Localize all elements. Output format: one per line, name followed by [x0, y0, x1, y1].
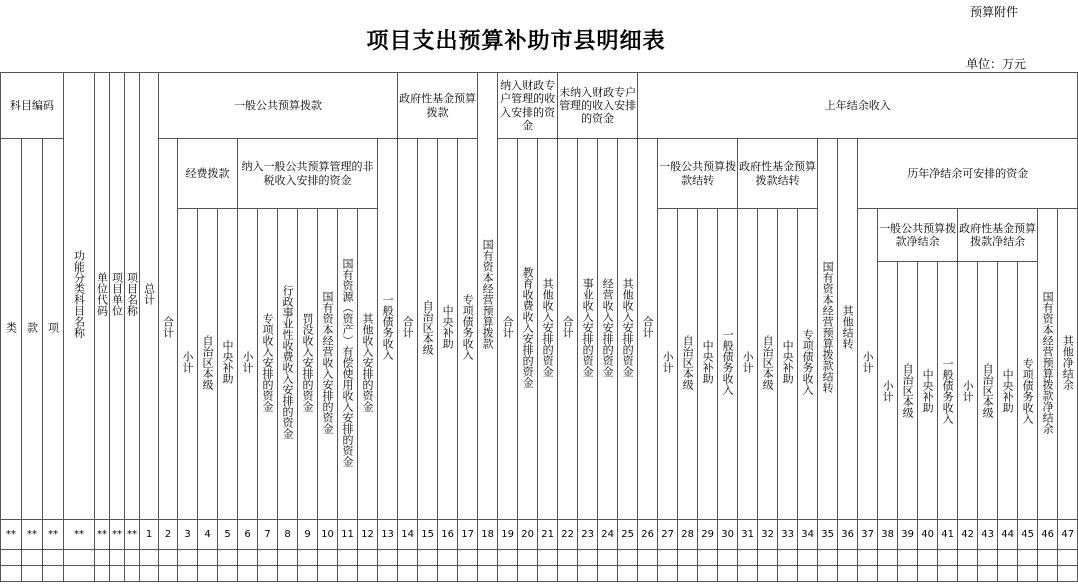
code-cell: 12 [358, 520, 378, 550]
funding-central: 中央补助 [218, 209, 238, 520]
code-cell: ** [1, 520, 22, 550]
table-row [1, 566, 1078, 582]
fo-other: 其他收入安排的资金 [618, 139, 638, 520]
gpc-region: 自治区本级 [678, 209, 698, 520]
gf-special-bond: 专项债务收入 [458, 139, 478, 520]
code-cell: 46 [1038, 520, 1058, 550]
gpc-central: 中央补助 [698, 209, 718, 520]
gp-subtotal: 合计 [159, 139, 178, 520]
subject-code-header: 科目编码 [1, 73, 64, 139]
nontax-state-capital: 国有资本经营收入安排的资金 [318, 209, 338, 520]
table-row [1, 550, 1078, 566]
pb-state-capital-bal: 国有资本经营预算拨款净结余 [1038, 209, 1058, 520]
code-cell: ** [43, 520, 64, 550]
nontax-fines: 罚没收入安排的资金 [298, 209, 318, 520]
code-cell: ** [22, 520, 43, 550]
gpc-small: 小计 [658, 209, 678, 520]
gfc-small: 小计 [738, 209, 758, 520]
code-cell: 18 [478, 520, 498, 550]
code-cell: 45 [1018, 520, 1038, 550]
code-cell: 3 [178, 520, 198, 550]
gfb-central: 中央补助 [998, 262, 1018, 519]
funding-region: 自治区本级 [198, 209, 218, 520]
general-public-header: 一般公共预算拨款 [159, 73, 398, 139]
gfb-special-bond: 专项债务收入 [1021, 357, 1035, 424]
gfb-region: 自治区本级 [978, 262, 998, 519]
col-func-name: 功能分类科目名称 [64, 73, 95, 520]
code-cell: 8 [278, 520, 298, 550]
gpb-central: 中央补助 [918, 262, 938, 519]
gp-gen-bond: 一般债务收入 [378, 139, 398, 520]
gpc-gen-bond: 一般债务收入 [718, 209, 738, 520]
code-cell: ** [95, 520, 110, 550]
gfc-special-bond: 专项债务收入 [798, 209, 818, 520]
code-cell: 39 [898, 520, 918, 550]
code-cell: ** [110, 520, 125, 550]
prior-balance-header: 历年净结余可安排的资金 [858, 139, 1078, 209]
col-kuan: 款 [22, 139, 43, 520]
code-cell: 17 [458, 520, 478, 550]
gpb-gen-bond: 一般债务收入 [941, 357, 955, 424]
code-cell: 35 [818, 520, 838, 550]
gf-balance-header: 政府性基金预算拨款净结余 [958, 209, 1037, 262]
fiscal-special-in-header: 纳入财政专户管理的收入安排的资金 [498, 73, 558, 139]
gf-balance-block [958, 209, 1038, 520]
ly-subtotal: 合计 [638, 139, 658, 520]
col-total: 总计 [140, 73, 159, 520]
budget-table [0, 72, 1078, 582]
code-cell: 15 [418, 520, 438, 550]
code-cell: 38 [878, 520, 898, 550]
unit-label: 单位：万元 [965, 57, 1026, 71]
nontax-small: 小计 [238, 209, 258, 520]
col-lei: 类 [1, 139, 22, 520]
code-cell: 34 [798, 520, 818, 550]
code-cell: 31 [738, 520, 758, 550]
last-year-header: 上年结余收入 [638, 73, 1078, 139]
code-cell: 21 [538, 520, 558, 550]
col-xiang: 项 [43, 139, 64, 520]
pb-other-bal: 其他净结余 [1058, 209, 1078, 520]
gf-subtotal: 合计 [398, 139, 418, 520]
funding-header: 经费拨款 [178, 139, 238, 209]
code-cell: 37 [858, 520, 878, 550]
gfc-region: 自治区本级 [758, 209, 778, 520]
code-cell: 22 [558, 520, 578, 550]
fi-edu-fee: 教育收费收入安排的资金 [518, 139, 538, 520]
code-cell: 24 [598, 520, 618, 550]
code-cell: 23 [578, 520, 598, 550]
gp-carryover-header: 一般公共预算拨款结转 [658, 139, 738, 209]
ly-other-carry: 其他结转 [838, 139, 858, 520]
col-proj-name: 项目名称 [125, 73, 140, 520]
pb-small: 小计 [858, 209, 878, 520]
fiscal-special-out-header: 未纳入财政专户管理的收入安排的资金 [558, 73, 638, 139]
code-cell: 20 [518, 520, 538, 550]
fo-biz-income: 事业收入安排的资金 [578, 139, 598, 520]
code-cell: 32 [758, 520, 778, 550]
annex-label: 预算附件 [969, 5, 1018, 19]
code-cell: 28 [678, 520, 698, 550]
code-cell: 4 [198, 520, 218, 550]
code-cell: 7 [258, 520, 278, 550]
gf-region: 自治区本级 [418, 139, 438, 520]
nontax-admin-fee: 行政事业性收费收入安排的资金 [278, 209, 298, 520]
nontax-special-income: 专项收入安排的资金 [258, 209, 278, 520]
gpb-region: 自治区本级 [898, 262, 918, 519]
code-cell: 16 [438, 520, 458, 550]
gp-balance-header: 一般公共预算拨款净结余 [878, 209, 957, 262]
gfb-small: 小计 [958, 262, 978, 519]
code-cell: 26 [638, 520, 658, 550]
gf-central: 中央补助 [438, 139, 458, 520]
code-cell: 5 [218, 520, 238, 550]
code-cell: ** [125, 520, 140, 550]
code-cell: 10 [318, 520, 338, 550]
ly-state-capital-carry: 国有资本经营预算拨款结转 [818, 139, 838, 520]
code-cell: 11 [338, 520, 358, 550]
code-cell: 44 [998, 520, 1018, 550]
code-cell: ** [64, 520, 95, 550]
code-row [1, 520, 1078, 550]
code-cell: 9 [298, 520, 318, 550]
col-proj-unit: 项目单位 [110, 73, 125, 520]
gfc-central: 中央补助 [778, 209, 798, 520]
code-cell: 14 [398, 520, 418, 550]
code-cell: 33 [778, 520, 798, 550]
page-title: 项目支出预算补助市县明细表 [366, 28, 666, 54]
fo-op-income: 经营收入安排的资金 [598, 139, 618, 520]
funding-small: 小计 [178, 209, 198, 520]
col-unit-code: 单位代码 [95, 73, 110, 520]
col-state-capital-budget: 国有资本经营预算拨款 [478, 73, 498, 520]
code-cell: 2 [159, 520, 178, 550]
code-cell: 13 [378, 520, 398, 550]
code-cell: 43 [978, 520, 998, 550]
nontax-header: 纳入一般公共预算管理的非税收入安排的资金 [238, 139, 378, 209]
code-cell: 30 [718, 520, 738, 550]
code-cell: 42 [958, 520, 978, 550]
code-cell: 25 [618, 520, 638, 550]
gpb-small: 小计 [878, 262, 898, 519]
fi-other: 其他收入安排的资金 [538, 139, 558, 520]
code-cell: 29 [698, 520, 718, 550]
fo-subtotal: 合计 [558, 139, 578, 520]
nontax-state-resources: 国有资源（资产）有偿使用收入安排的资金 [338, 209, 358, 520]
code-cell: 1 [140, 520, 159, 550]
gov-fund-header: 政府性基金预算拨款 [398, 73, 478, 139]
code-cell: 36 [838, 520, 858, 550]
code-cell: 47 [1058, 520, 1078, 550]
code-cell: 41 [938, 520, 958, 550]
code-cell: 40 [918, 520, 938, 550]
code-cell: 6 [238, 520, 258, 550]
code-cell: 19 [498, 520, 518, 550]
code-cell: 27 [658, 520, 678, 550]
gf-carryover-header: 政府性基金预算拨款结转 [738, 139, 818, 209]
nontax-other: 其他收入安排的资金 [358, 209, 378, 520]
gp-balance-block [878, 209, 958, 520]
fi-subtotal: 合计 [498, 139, 518, 520]
